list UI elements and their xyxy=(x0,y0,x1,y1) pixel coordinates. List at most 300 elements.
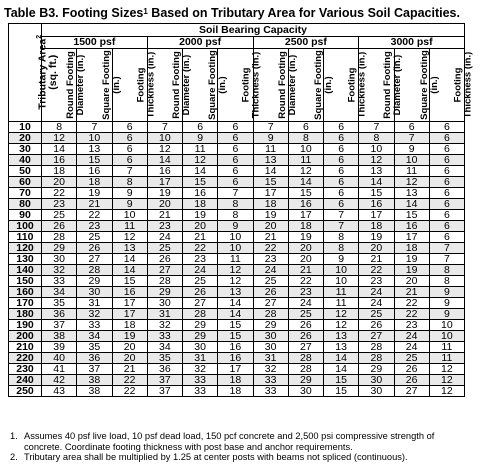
value-cell: 29 xyxy=(183,331,218,342)
sub-column-line1: Footing xyxy=(134,67,146,103)
sub-column-line2: Diameter (in.) xyxy=(392,54,404,116)
tributary-area-cell: 70 xyxy=(9,188,42,199)
sub-column-line2: Thickness (in.) xyxy=(144,51,156,119)
sub-column-line2: (in.) xyxy=(322,76,334,94)
value-cell: 9 xyxy=(253,133,288,144)
footnote-text: Assumes 40 psf live load, 10 psf dead load, 150 pcf concrete and 2,500 psi compressive strength of concrete. Coordinate footing thickness with post base and anchor requirements. xyxy=(24,431,435,452)
value-cell: 25 xyxy=(288,309,323,320)
value-cell: 32 xyxy=(42,265,77,276)
tributary-area-cell: 250 xyxy=(9,386,42,397)
tributary-area-cell: 170 xyxy=(9,298,42,309)
value-cell: 24 xyxy=(359,287,394,298)
value-cell: 29 xyxy=(42,243,77,254)
value-cell: 34 xyxy=(77,331,112,342)
value-cell: 22 xyxy=(77,210,112,221)
value-cell: 11 xyxy=(253,144,288,155)
value-cell: 38 xyxy=(77,375,112,386)
value-cell: 7 xyxy=(253,122,288,133)
value-cell: 20 xyxy=(359,243,394,254)
value-cell: 11 xyxy=(288,155,323,166)
value-cell: 35 xyxy=(147,353,182,364)
value-cell: 29 xyxy=(77,276,112,287)
footnote xyxy=(10,452,470,463)
value-cell: 9 xyxy=(112,188,147,199)
table-row xyxy=(9,254,465,265)
value-cell: 17 xyxy=(112,309,147,320)
value-cell: 12 xyxy=(183,155,218,166)
value-cell: 6 xyxy=(429,177,464,188)
value-cell: 18 xyxy=(112,320,147,331)
value-cell: 21 xyxy=(288,265,323,276)
value-cell: 20 xyxy=(394,276,429,287)
value-cell: 13 xyxy=(359,166,394,177)
sub-column-line2: (in.) xyxy=(216,76,228,94)
value-cell: 21 xyxy=(394,287,429,298)
table-row xyxy=(9,342,465,353)
value-cell: 22 xyxy=(42,188,77,199)
sub-column-line1: Round Footing xyxy=(64,51,76,119)
value-cell: 26 xyxy=(42,221,77,232)
value-cell: 34 xyxy=(147,342,182,353)
value-cell: 42 xyxy=(42,375,77,386)
value-cell: 29 xyxy=(359,364,394,375)
footnote-number: 1. xyxy=(10,431,18,441)
value-cell: 26 xyxy=(288,331,323,342)
tributary-area-cell: 40 xyxy=(9,155,42,166)
table-caption xyxy=(4,6,470,21)
value-cell: 19 xyxy=(288,232,323,243)
tributary-area-cell: 230 xyxy=(9,364,42,375)
value-cell: 13 xyxy=(324,331,359,342)
value-cell: 14 xyxy=(218,298,253,309)
value-cell: 6 xyxy=(394,122,429,133)
value-cell: 18 xyxy=(42,166,77,177)
footnote-number: 2. xyxy=(10,452,18,462)
value-cell: 6 xyxy=(324,133,359,144)
value-cell: 33 xyxy=(183,375,218,386)
table-row xyxy=(9,265,465,276)
tributary-area-cell: 190 xyxy=(9,320,42,331)
sub-column-line1: Round Footing xyxy=(170,51,182,119)
value-cell: 30 xyxy=(183,342,218,353)
value-cell: 17 xyxy=(253,188,288,199)
tributary-area-cell: 10 xyxy=(9,122,42,133)
sub-column-line2: (in.) xyxy=(428,76,440,94)
value-cell: 16 xyxy=(183,188,218,199)
value-cell: 30 xyxy=(359,386,394,397)
value-cell: 7 xyxy=(324,221,359,232)
value-cell: 19 xyxy=(183,210,218,221)
value-cell: 27 xyxy=(288,342,323,353)
sub-column-line2: Thickness (in.) xyxy=(356,51,368,119)
value-cell: 9 xyxy=(218,221,253,232)
value-cell: 22 xyxy=(359,265,394,276)
value-cell: 16 xyxy=(42,155,77,166)
value-cell: 12 xyxy=(429,375,464,386)
value-cell: 12 xyxy=(394,177,429,188)
value-cell: 30 xyxy=(359,375,394,386)
value-cell: 6 xyxy=(324,122,359,133)
value-cell: 14 xyxy=(288,177,323,188)
value-cell: 11 xyxy=(183,144,218,155)
value-cell: 21 xyxy=(253,232,288,243)
value-cell: 12 xyxy=(147,144,182,155)
value-cell: 11 xyxy=(324,287,359,298)
value-cell: 33 xyxy=(253,386,288,397)
value-cell: 24 xyxy=(288,298,323,309)
value-cell: 30 xyxy=(288,386,323,397)
value-cell: 10 xyxy=(359,144,394,155)
value-cell: 6 xyxy=(429,166,464,177)
value-cell: 12 xyxy=(359,155,394,166)
value-cell: 15 xyxy=(253,177,288,188)
value-cell: 14 xyxy=(253,166,288,177)
value-cell: 20 xyxy=(288,254,323,265)
value-cell: 27 xyxy=(253,298,288,309)
value-cell: 6 xyxy=(218,177,253,188)
value-cell: 14 xyxy=(324,353,359,364)
value-cell: 26 xyxy=(77,243,112,254)
value-cell: 28 xyxy=(147,276,182,287)
capacity-header: 2500 psf xyxy=(253,37,359,49)
value-cell: 6 xyxy=(324,199,359,210)
value-cell: 24 xyxy=(183,265,218,276)
value-cell: 6 xyxy=(183,122,218,133)
value-cell: 6 xyxy=(429,133,464,144)
value-cell: 30 xyxy=(42,254,77,265)
value-cell: 28 xyxy=(288,364,323,375)
value-cell: 6 xyxy=(112,144,147,155)
value-cell: 6 xyxy=(429,199,464,210)
sub-column-line1: Square Footing xyxy=(418,50,430,120)
caption-footnote-mark: 1 xyxy=(143,7,148,16)
value-cell: 12 xyxy=(429,364,464,375)
table-row xyxy=(9,276,465,287)
tributary-area-cell: 110 xyxy=(9,232,42,243)
value-cell: 8 xyxy=(429,265,464,276)
value-cell: 14 xyxy=(394,199,429,210)
value-cell: 19 xyxy=(112,331,147,342)
value-cell: 10 xyxy=(288,144,323,155)
value-cell: 6 xyxy=(218,122,253,133)
value-cell: 29 xyxy=(253,320,288,331)
sub-column-line2: (in.) xyxy=(111,76,123,94)
value-cell: 28 xyxy=(183,309,218,320)
value-cell: 33 xyxy=(42,276,77,287)
caption-prefix: Table B3. Footing Sizes xyxy=(4,6,144,20)
value-cell: 16 xyxy=(147,166,182,177)
value-cell: 12 xyxy=(324,309,359,320)
value-cell: 8 xyxy=(218,199,253,210)
value-cell: 38 xyxy=(42,331,77,342)
value-cell: 33 xyxy=(147,331,182,342)
value-cell: 31 xyxy=(183,353,218,364)
value-cell: 23 xyxy=(42,199,77,210)
tributary-area-header xyxy=(9,24,59,122)
tributary-area-cell: 90 xyxy=(9,210,42,221)
value-cell: 25 xyxy=(147,243,182,254)
value-cell: 27 xyxy=(147,265,182,276)
value-cell: 10 xyxy=(218,232,253,243)
value-cell: 11 xyxy=(112,221,147,232)
value-cell: 26 xyxy=(147,254,182,265)
table-row xyxy=(9,298,465,309)
value-cell: 12 xyxy=(42,133,77,144)
table-row xyxy=(9,221,465,232)
value-cell: 10 xyxy=(112,210,147,221)
value-cell: 13 xyxy=(253,155,288,166)
value-cell: 11 xyxy=(394,166,429,177)
value-cell: 22 xyxy=(394,298,429,309)
value-cell: 6 xyxy=(324,166,359,177)
value-cell: 7 xyxy=(359,122,394,133)
value-cell: 30 xyxy=(253,331,288,342)
value-cell: 12 xyxy=(288,166,323,177)
value-cell: 34 xyxy=(42,287,77,298)
value-cell: 6 xyxy=(218,166,253,177)
value-cell: 18 xyxy=(183,199,218,210)
value-cell: 11 xyxy=(218,254,253,265)
sub-column-header-row xyxy=(9,49,465,122)
table-row xyxy=(9,210,465,221)
value-cell: 21 xyxy=(183,232,218,243)
table-row xyxy=(9,199,465,210)
value-cell: 43 xyxy=(42,386,77,397)
value-cell: 14 xyxy=(42,144,77,155)
value-cell: 15 xyxy=(288,188,323,199)
value-cell: 18 xyxy=(77,177,112,188)
value-cell: 15 xyxy=(218,320,253,331)
value-cell: 15 xyxy=(77,155,112,166)
value-cell: 19 xyxy=(394,265,429,276)
value-cell: 13 xyxy=(77,144,112,155)
value-cell: 25 xyxy=(253,276,288,287)
value-cell: 20 xyxy=(183,221,218,232)
value-cell: 16 xyxy=(77,166,112,177)
area-label-footnote-mark: 2 xyxy=(36,34,44,39)
tributary-area-cell: 160 xyxy=(9,287,42,298)
value-cell: 10 xyxy=(218,243,253,254)
value-cell: 20 xyxy=(288,243,323,254)
value-cell: 25 xyxy=(394,353,429,364)
value-cell: 6 xyxy=(288,122,323,133)
value-cell: 14 xyxy=(112,265,147,276)
value-cell: 11 xyxy=(324,298,359,309)
sub-column-line1: Round Footing xyxy=(276,51,288,119)
table-row xyxy=(9,386,465,397)
sub-column-line1: Footing xyxy=(452,67,464,103)
value-cell: 26 xyxy=(394,364,429,375)
value-cell: 16 xyxy=(394,221,429,232)
table-row xyxy=(9,309,465,320)
value-cell: 32 xyxy=(147,320,182,331)
tributary-area-cell: 200 xyxy=(9,331,42,342)
value-cell: 22 xyxy=(112,386,147,397)
value-cell: 21 xyxy=(112,364,147,375)
value-cell: 27 xyxy=(359,331,394,342)
value-cell: 28 xyxy=(42,232,77,243)
value-cell: 21 xyxy=(359,254,394,265)
value-cell: 33 xyxy=(183,386,218,397)
value-cell: 21 xyxy=(77,199,112,210)
value-cell: 23 xyxy=(183,254,218,265)
capacity-header-row xyxy=(9,37,465,49)
value-cell: 15 xyxy=(394,210,429,221)
value-cell: 13 xyxy=(218,287,253,298)
value-cell: 28 xyxy=(253,309,288,320)
value-cell: 25 xyxy=(183,276,218,287)
tributary-area-cell: 180 xyxy=(9,309,42,320)
value-cell: 17 xyxy=(218,364,253,375)
value-cell: 39 xyxy=(42,342,77,353)
tributary-area-cell: 30 xyxy=(9,144,42,155)
value-cell: 23 xyxy=(288,287,323,298)
value-cell: 37 xyxy=(42,320,77,331)
value-cell: 15 xyxy=(218,331,253,342)
value-cell: 23 xyxy=(147,221,182,232)
value-cell: 9 xyxy=(183,133,218,144)
sub-column-line2: Thickness (in.) xyxy=(462,51,474,119)
value-cell: 9 xyxy=(394,144,429,155)
value-cell: 9 xyxy=(324,254,359,265)
value-cell: 18 xyxy=(394,243,429,254)
value-cell: 30 xyxy=(77,287,112,298)
value-cell: 12 xyxy=(112,232,147,243)
value-cell: 36 xyxy=(77,353,112,364)
sub-column-line1: Round Footing xyxy=(382,51,394,119)
value-cell: 7 xyxy=(77,122,112,133)
table-row xyxy=(9,122,465,133)
value-cell: 26 xyxy=(288,320,323,331)
value-cell: 9 xyxy=(112,199,147,210)
value-cell: 17 xyxy=(147,177,182,188)
value-cell: 35 xyxy=(77,342,112,353)
value-cell: 24 xyxy=(394,331,429,342)
value-cell: 6 xyxy=(112,133,147,144)
value-cell: 35 xyxy=(42,298,77,309)
value-cell: 36 xyxy=(42,309,77,320)
value-cell: 8 xyxy=(324,243,359,254)
value-cell: 15 xyxy=(112,276,147,287)
value-cell: 26 xyxy=(253,287,288,298)
tributary-area-cell: 140 xyxy=(9,265,42,276)
value-cell: 25 xyxy=(42,210,77,221)
value-cell: 24 xyxy=(253,265,288,276)
value-cell: 6 xyxy=(429,155,464,166)
area-label-line2: (sq. ft.) xyxy=(46,54,59,90)
value-cell: 22 xyxy=(112,375,147,386)
value-cell: 37 xyxy=(77,364,112,375)
area-label-line1: Tributary Area xyxy=(36,38,49,110)
value-cell: 6 xyxy=(218,133,253,144)
value-cell: 28 xyxy=(77,265,112,276)
value-cell: 13 xyxy=(112,243,147,254)
value-cell: 26 xyxy=(359,320,394,331)
table-row xyxy=(9,166,465,177)
soil-bearing-capacity-header: Soil Bearing Capacity xyxy=(42,24,465,37)
value-cell: 23 xyxy=(77,221,112,232)
value-cell: 27 xyxy=(183,298,218,309)
table-row xyxy=(9,243,465,254)
sub-column-line2: Diameter (in.) xyxy=(180,54,192,116)
value-cell: 7 xyxy=(324,210,359,221)
value-cell: 22 xyxy=(183,243,218,254)
value-cell: 10 xyxy=(429,331,464,342)
value-cell: 12 xyxy=(429,386,464,397)
value-cell: 8 xyxy=(42,122,77,133)
value-cell: 31 xyxy=(253,353,288,364)
tributary-area-cell: 80 xyxy=(9,199,42,210)
sub-column-line1: Square Footing xyxy=(312,50,324,120)
footnotes xyxy=(10,431,470,463)
caption-suffix: Based on Tributary Area for Various Soil Capacities. xyxy=(147,6,460,20)
value-cell: 25 xyxy=(359,309,394,320)
sub-column-line2: Diameter (in.) xyxy=(74,54,86,116)
value-cell: 16 xyxy=(288,199,323,210)
value-cell: 18 xyxy=(288,221,323,232)
value-cell: 19 xyxy=(253,210,288,221)
value-cell: 23 xyxy=(394,320,429,331)
value-cell: 6 xyxy=(429,221,464,232)
value-cell: 36 xyxy=(147,364,182,375)
table-row xyxy=(9,331,465,342)
tributary-area-cell: 130 xyxy=(9,254,42,265)
table-row xyxy=(9,364,465,375)
table-row xyxy=(9,133,465,144)
value-cell: 24 xyxy=(359,298,394,309)
value-cell: 26 xyxy=(394,375,429,386)
value-cell: 32 xyxy=(183,364,218,375)
value-cell: 30 xyxy=(147,298,182,309)
value-cell: 16 xyxy=(218,353,253,364)
value-cell: 17 xyxy=(359,210,394,221)
value-cell: 9 xyxy=(429,287,464,298)
sub-column-line1: Square Footing xyxy=(101,50,113,120)
value-cell: 6 xyxy=(324,144,359,155)
value-cell: 8 xyxy=(288,133,323,144)
value-cell: 14 xyxy=(147,155,182,166)
table-row xyxy=(9,287,465,298)
value-cell: 29 xyxy=(147,287,182,298)
value-cell: 27 xyxy=(77,254,112,265)
value-cell: 8 xyxy=(324,232,359,243)
value-cell: 37 xyxy=(147,375,182,386)
tributary-area-cell: 240 xyxy=(9,375,42,386)
sub-column-line1: Footing xyxy=(346,67,358,103)
tributary-area-cell: 220 xyxy=(9,353,42,364)
value-cell: 6 xyxy=(429,210,464,221)
value-cell: 22 xyxy=(253,243,288,254)
value-cell: 18 xyxy=(218,386,253,397)
capacity-header: 2000 psf xyxy=(147,37,253,49)
value-cell: 19 xyxy=(147,188,182,199)
sub-column-line2: Diameter (in.) xyxy=(286,54,298,116)
value-cell: 29 xyxy=(288,375,323,386)
value-cell: 16 xyxy=(112,287,147,298)
value-cell: 9 xyxy=(429,298,464,309)
value-cell: 10 xyxy=(394,155,429,166)
tributary-area-cell: 150 xyxy=(9,276,42,287)
value-cell: 10 xyxy=(429,320,464,331)
tributary-area-cell: 50 xyxy=(9,166,42,177)
value-cell: 13 xyxy=(324,342,359,353)
value-cell: 18 xyxy=(359,221,394,232)
value-cell: 15 xyxy=(359,188,394,199)
value-cell: 7 xyxy=(394,133,429,144)
value-cell: 21 xyxy=(147,210,182,221)
value-cell: 6 xyxy=(324,188,359,199)
value-cell: 33 xyxy=(253,375,288,386)
